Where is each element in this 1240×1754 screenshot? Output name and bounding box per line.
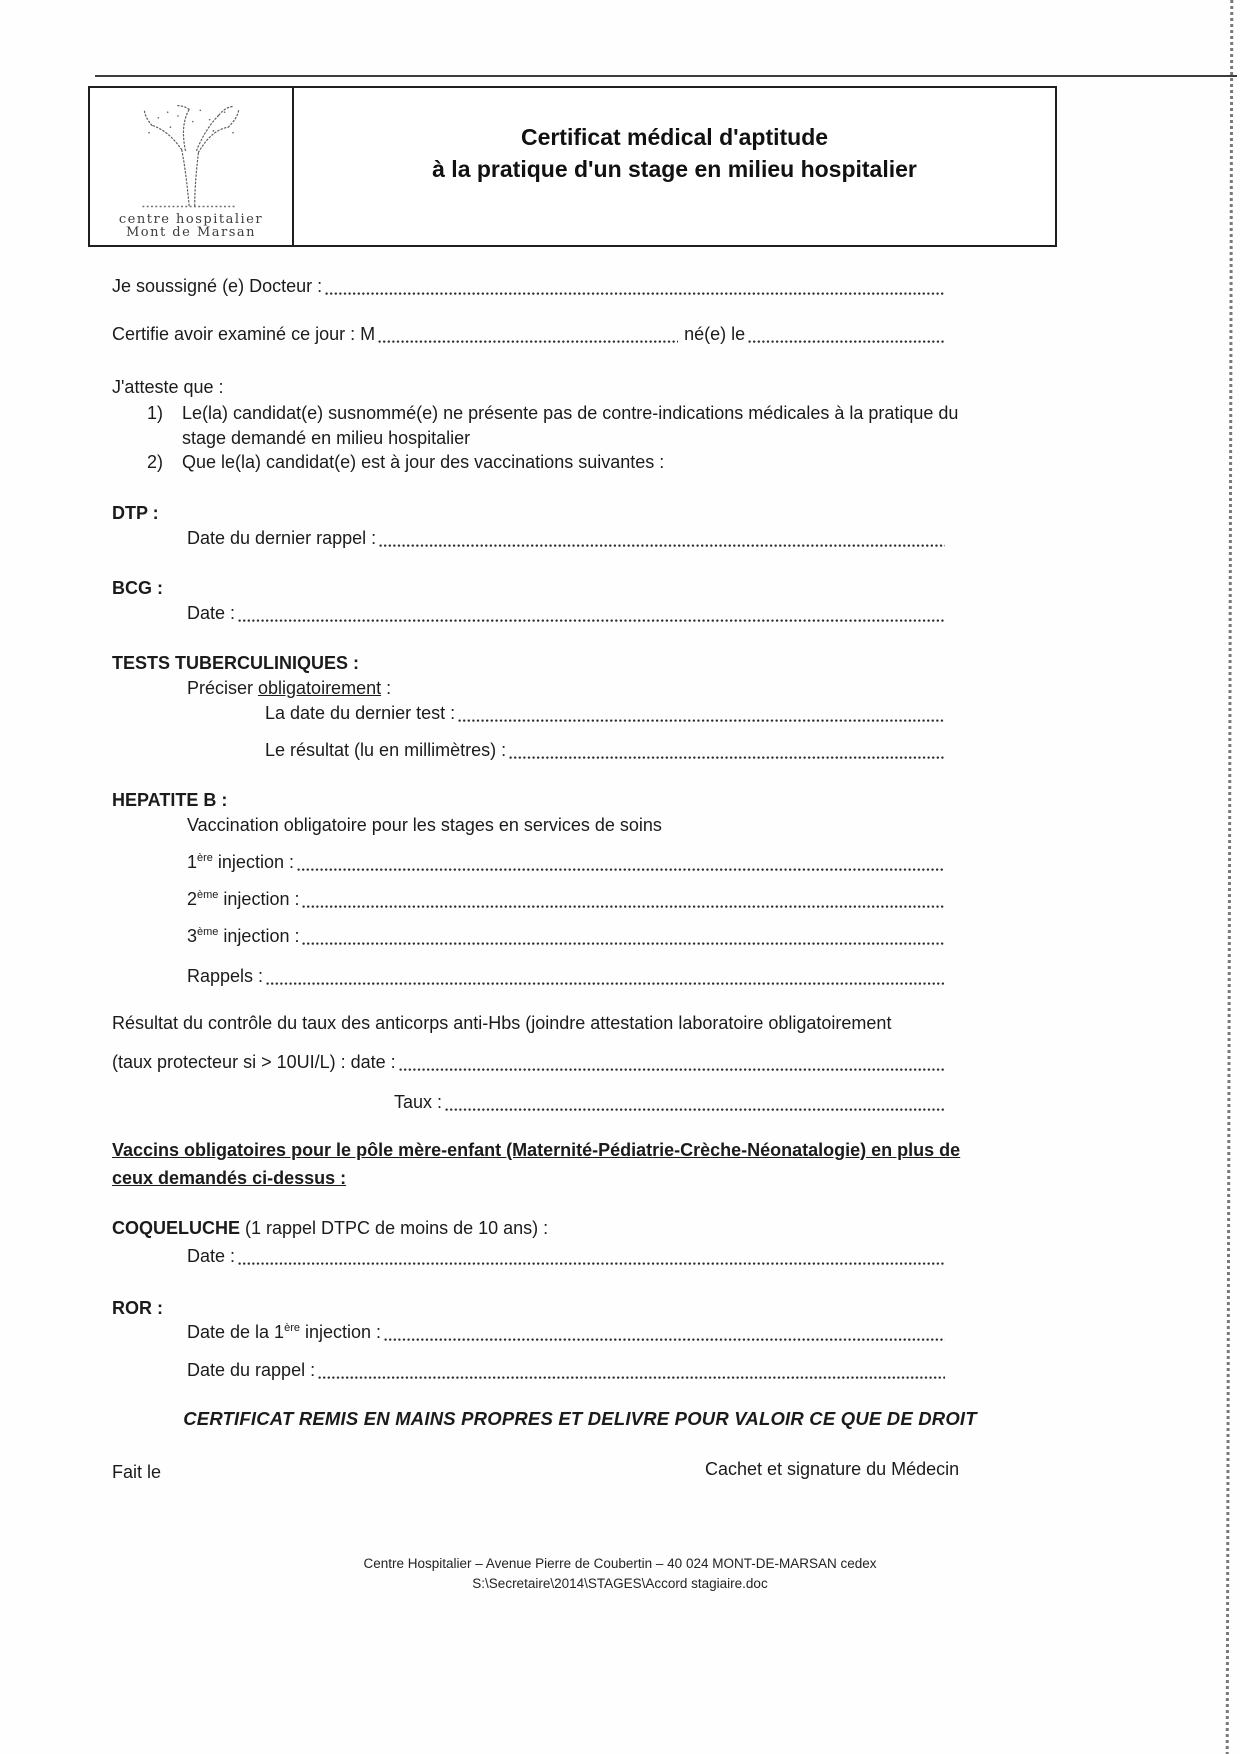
preciser-line: Préciser obligatoirement : xyxy=(187,678,392,698)
injection-2-dotted-field xyxy=(302,896,945,911)
pole-heading-line-2: ceux demandés ci-dessus : xyxy=(112,1168,347,1188)
hepatite-note: Vaccination obligatoire pour les stages en services de soins xyxy=(187,815,662,835)
doctor-name-dotted-field xyxy=(325,283,945,298)
hepatite-heading: HEPATITE B : xyxy=(112,790,228,810)
item-2-number: 2) xyxy=(147,452,164,472)
injection-2-label: 2ème injection : xyxy=(187,889,300,909)
last-test-date-dotted-field xyxy=(458,710,945,725)
born-label: né(e) le xyxy=(684,324,746,344)
hospital-logo xyxy=(90,88,294,245)
ror-injection-line xyxy=(187,1322,945,1344)
injection-1-dotted-field xyxy=(297,859,945,874)
test-result-dotted-field xyxy=(509,747,945,762)
rappels-line xyxy=(187,966,945,988)
doctor-name-line xyxy=(112,276,945,298)
injection-3-dotted-field xyxy=(302,933,945,948)
antihbs-result-line-1: Résultat du contrôle du taux des anticorps anti-Hbs (joindre attestation laboratoire obligatoirement xyxy=(112,1013,892,1033)
scan-top-edge-line xyxy=(95,75,1237,77)
test-result-line xyxy=(265,740,945,762)
ror-injection-dotted-field xyxy=(384,1329,945,1344)
antihbs-result-line-2: (taux protecteur si > 10UI/L) : date : xyxy=(112,1052,945,1074)
coqueluche-heading: COQUELUCHE (1 rappel DTPC de moins de 10 ans) : xyxy=(112,1218,549,1238)
taux-dotted-field xyxy=(445,1099,945,1114)
dtp-date-dotted-field xyxy=(379,535,945,550)
obligatoirement-underlined: obligatoirement xyxy=(258,678,382,698)
footer-address: Centre Hospitalier – Avenue Pierre de Coubertin – 40 024 MONT-DE-MARSAN cedex xyxy=(363,1556,877,1571)
dtp-date-label: Date du dernier rappel : xyxy=(187,528,377,548)
attest-heading: J'atteste que : xyxy=(112,377,224,397)
ror-heading: ROR : xyxy=(112,1298,163,1318)
injection-1-line xyxy=(187,852,945,874)
logo-text-line1: centre hospitalier xyxy=(118,211,264,227)
ror-rappel-line xyxy=(187,1360,945,1382)
coqueluche-date-line xyxy=(187,1246,945,1268)
injection-1-label: 1ère injection : xyxy=(187,852,294,872)
birth-date-dotted-field xyxy=(748,331,945,346)
last-test-date-line xyxy=(265,703,945,725)
attest-item-2: 2) Que le(la) candidat(e) est à jour des vaccinations suivantes : xyxy=(147,452,665,472)
bcg-date-dotted-field xyxy=(238,610,945,625)
rappels-label: Rappels : xyxy=(187,966,264,986)
attest-item-1-line-2: stage demandé en milieu hospitalier xyxy=(182,428,471,448)
attest-item-1-line-1: 1) Le(la) candidat(e) susnommé(e) ne présente pas de contre-indications médicales à la pratique du xyxy=(147,403,959,423)
rappels-dotted-field xyxy=(266,973,945,988)
tests-heading: TESTS TUBERCULINIQUES : xyxy=(112,653,360,673)
taux-line xyxy=(394,1092,945,1114)
document-title-line1: Certificat médical d'aptitude xyxy=(520,124,829,150)
header-box xyxy=(88,86,1057,247)
examined-label: Certifie avoir examiné ce jour : M xyxy=(112,324,376,344)
coqueluche-date-label: Date : xyxy=(187,1246,236,1266)
closing-statement: CERTIFICAT REMIS EN MAINS PROPRES ET DELIVRE POUR VALOIR CE QUE DE DROIT xyxy=(183,1408,977,1429)
injection-3-line xyxy=(187,926,945,948)
ror-rappel-label: Date du rappel : xyxy=(187,1360,316,1380)
ror-injection-label: Date de la 1ère injection : xyxy=(187,1322,382,1342)
item-1-number: 1) xyxy=(147,403,164,423)
bcg-heading: BCG : xyxy=(112,578,163,598)
footer-file-path: S:\Secretaire\2014\STAGES\Accord stagiaire.doc xyxy=(472,1576,768,1591)
dtp-date-line xyxy=(187,528,945,550)
bcg-date-line xyxy=(187,603,945,625)
injection-2-line xyxy=(187,889,945,911)
examined-date-line xyxy=(112,324,945,346)
patient-name-dotted-field xyxy=(378,331,678,346)
logo-text-line2: Mont de Marsan xyxy=(125,225,257,241)
title-cell xyxy=(294,88,1055,245)
taux-label: Taux : xyxy=(394,1092,443,1112)
tree-logo-icon xyxy=(116,101,266,213)
dtp-heading: DTP : xyxy=(112,503,159,523)
cachet-signature-label: Cachet et signature du Médecin xyxy=(705,1459,960,1479)
scan-right-edge-artifact xyxy=(1226,0,1234,1754)
pole-heading-line-1: Vaccins obligatoires pour le pôle mère-enfant (Maternité-Pédiatrie-Crèche-Néonatalogie) en plus de xyxy=(112,1140,961,1160)
doctor-name-label: Je soussigné (e) Docteur : xyxy=(112,276,323,296)
injection-3-label: 3ème injection : xyxy=(187,926,300,946)
last-test-date-label: La date du dernier test : xyxy=(265,703,456,723)
bcg-date-label: Date : xyxy=(187,603,236,623)
antihbs-date-dotted-field xyxy=(399,1059,945,1074)
document-title-line2: à la pratique d'un stage en milieu hospitalier xyxy=(432,156,917,182)
ror-rappel-dotted-field xyxy=(318,1367,945,1382)
coqueluche-date-dotted-field xyxy=(238,1253,945,1268)
fait-le-label: Fait le xyxy=(112,1462,162,1482)
test-result-label: Le résultat (lu en millimètres) : xyxy=(265,740,507,760)
